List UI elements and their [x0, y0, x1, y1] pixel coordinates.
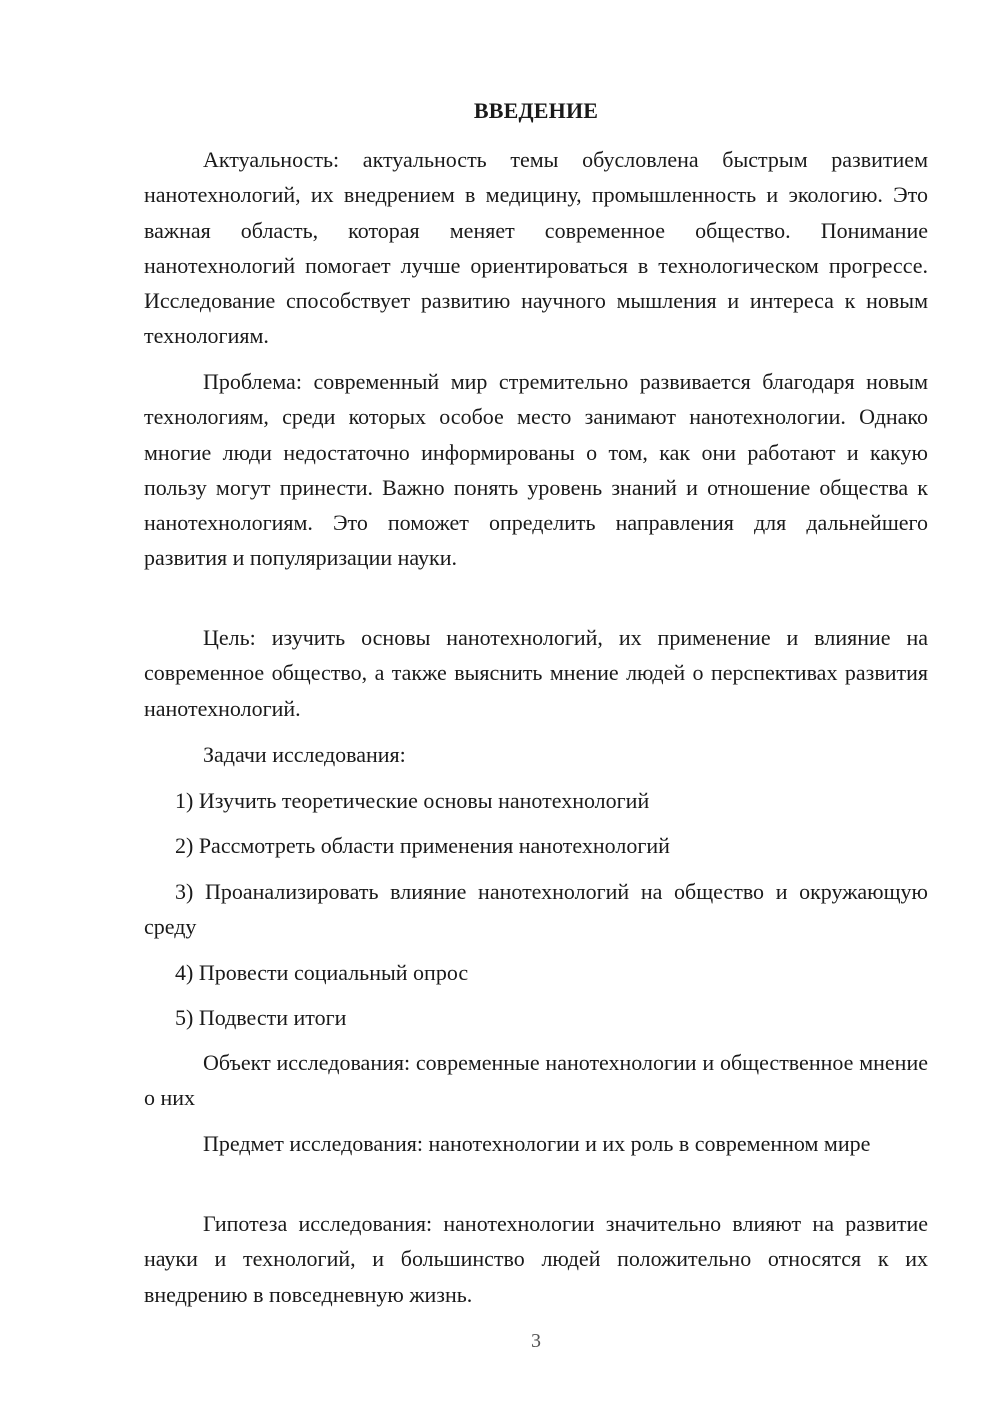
page-number: 3 [531, 1330, 541, 1352]
paragraph-subject: Предмет исследования: нанотехнологии и их роль в современном мире [203, 1131, 871, 1156]
paragraph-problem: Проблема: современный мир стремительно развивается благодаря новым технологиям, среди которых особое место занимают нанотехнологии. Однако многие люди недостаточно информированы о том, как они работают и какую пользу могут принести. Важно понять уровень знаний и отношение общества к нанотехнологиям. Это поможет определить направления для дальнейшего развития и популяризации науки. [144, 369, 928, 571]
tasks-title: Задачи исследования: [203, 742, 406, 767]
document-page [144, 0, 928, 1414]
paragraph-goal: Цель: изучить основы нанотехнологий, их применение и влияние на современное общество, а также выяснить мнение людей о перспективах развития нанотехнологий. [144, 625, 928, 721]
page-title: ВВЕДЕНИЕ [473, 98, 599, 123]
task-item-3: 3) Проанализировать влияние нанотехнологий на общество и окружающую среду [144, 879, 928, 940]
paragraph-hypothesis: Гипотеза исследования: нанотехнологии значительно влияют на развитие науки и технологий, и большинство людей положительно относятся к их внедрению в повседневную жизнь. [144, 1211, 928, 1307]
paragraph-object: Объект исследования: современные нанотехнологии и общественное мнение о них [144, 1050, 928, 1111]
task-item-1: 1) Изучить теоретические основы нанотехнологий [175, 788, 650, 813]
task-item-2: 2) Рассмотреть области применения нанотехнологий [175, 833, 670, 858]
task-item-5: 5) Подвести итоги [175, 1005, 347, 1030]
task-item-4: 4) Провести социальный опрос [175, 960, 469, 985]
paragraph-relevance: Актуальность: актуальность темы обусловлена быстрым развитием нанотехнологий, их внедрением в медицину, промышленность и экологию. Это важная область, которая меняет современное общество. Понимание нанотехнологий помогает лучше ориентироваться в технологическом прогрессе. Исследование способствует развитию научного мышления и интереса к новым технологиям. [144, 147, 928, 349]
